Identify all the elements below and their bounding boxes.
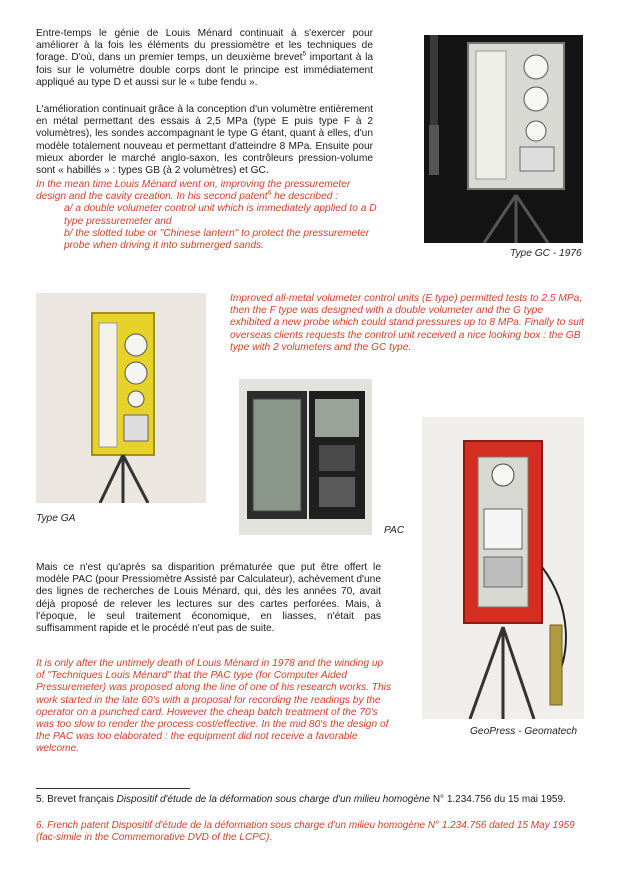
footnote-ref-6[interactable]: 6 [267,189,272,197]
footnote-separator [36,788,190,789]
footnote-5 [36,794,591,806]
footnote-6: 6. French patent Dispositif d'étude de la déformation sous charge d'un milieu homogène N° 1.234.756 dated 15 May 1959 (fac-simile in the Commemorative DVD of the LCPC). [36,820,575,843]
fr-paragraph-1 [36,28,373,89]
caption-type-gc: Type GC - 1976 [510,248,582,259]
caption-geopress: GeoPress - Geomatech [470,726,578,737]
pac-illustration [239,379,372,535]
photo-type-gc [424,35,583,243]
en-paragraph-2: Improved all-metal volumeter control units (E type) permitted tests to 2.5 MPa, then the F type was designed with a double volumeter and the G type exhibited a new probe which could stand pressures up to 8 MPa. Finally to suit overseas clients requests the control unit received a nice looking box : the GB type with 2 volumeters and the GC type. [230,293,584,353]
fr-para1-text-a: Entre-temps le génie de Louis Ménard continuait à s'exercer pour améliorer à la fois les éléments du pressiomètre et les techniques de forage. D'où, dans un premier temps, un deuxième brevet [36,28,373,64]
photo-geopress [422,417,584,719]
type-ga-illustration [36,293,206,503]
photo-type-ga [36,293,206,503]
footnote-5-prefix: 5. Brevet français [36,794,117,805]
fr-para1-text-b: important à la fois sur le volumètre double corps dont le principe est immédiatement appliqué au type D et aussi sur le « tube fendu ». [36,52,374,88]
caption-pac: PAC [384,525,405,536]
footnote-ref-5[interactable]: 5 [302,51,307,59]
en-paragraph-3: It is only after the untimely death of Louis Ménard in 1978 and the winding up of "Techniques Louis Ménard" that the PAC type (for Computer Aided Pressuremeter) was proposed along the line of one of his research works. This work started in the late 60's with a proposal for recording the readings by the operator on a punched card. However the cheap batch treatment of the 70's was too slow to render the process cost/effective. In the mid 80's the design of the PAC was too elaborated : the equipment did not receive a favorable welcome. [36,658,392,755]
en-list-item-a: a/ a double volumeter control unit which is immediately applied to a D type pressuremeter and [64,203,377,227]
geopress-illustration [422,417,584,719]
caption-type-ga: Type GA [36,513,76,524]
fr-paragraph-2: L'amélioration continuait grâce à la conception d'un volumètre entièrement en métal permettant des essais à 2,5 MPa (type E puis type F à 2 volumètres), les sondes accompagnant le type G étant, quant à elles, d'un modèle totalement nouveau et permettant d'atteindre 8 MPa. Ensuite pour mieux aborder le marché anglo-saxon, les contrôleurs pression-volume sont « habillés » : types GB (à 2 volumètres) et GC. [36,104,373,177]
type-gc-illustration [424,35,583,243]
fr-paragraph-3: Mais ce n'est qu'après sa disparition prématurée que put être offert le modèle PAC (pour Pressiomètre Assisté par Calculateur), achèvement d'une des lignes de recherches de Louis Ménard, qui, dès les années 70, avait déjà proposé de relever les lectures sur des cartes perforées. Mais, à l'époque, le seul traitement économique, en liasses, n'était pas suffisamment rapide et le procédé n'eut pas de suite. [36,562,381,635]
footnote-5-suffix: N° 1.234.756 du 15 mai 1959. [430,794,566,805]
photo-pac [239,379,372,535]
footnote-5-title: Dispositif d'étude de la déformation sous charge d'un milieu homogène [116,794,431,805]
en-para1-text-b: he described : [271,191,339,203]
en-paragraph-1 [36,179,382,252]
en-para1-text-a: In the mean time Louis Ménard went on, improving the pressuremeter design and the cavity creation. In his second patent [36,179,351,203]
en-list-item-b: b/ the slotted tube or "Chinese lantern" to protect the pressuremeter probe when driving it into submerged sands. [64,227,370,252]
